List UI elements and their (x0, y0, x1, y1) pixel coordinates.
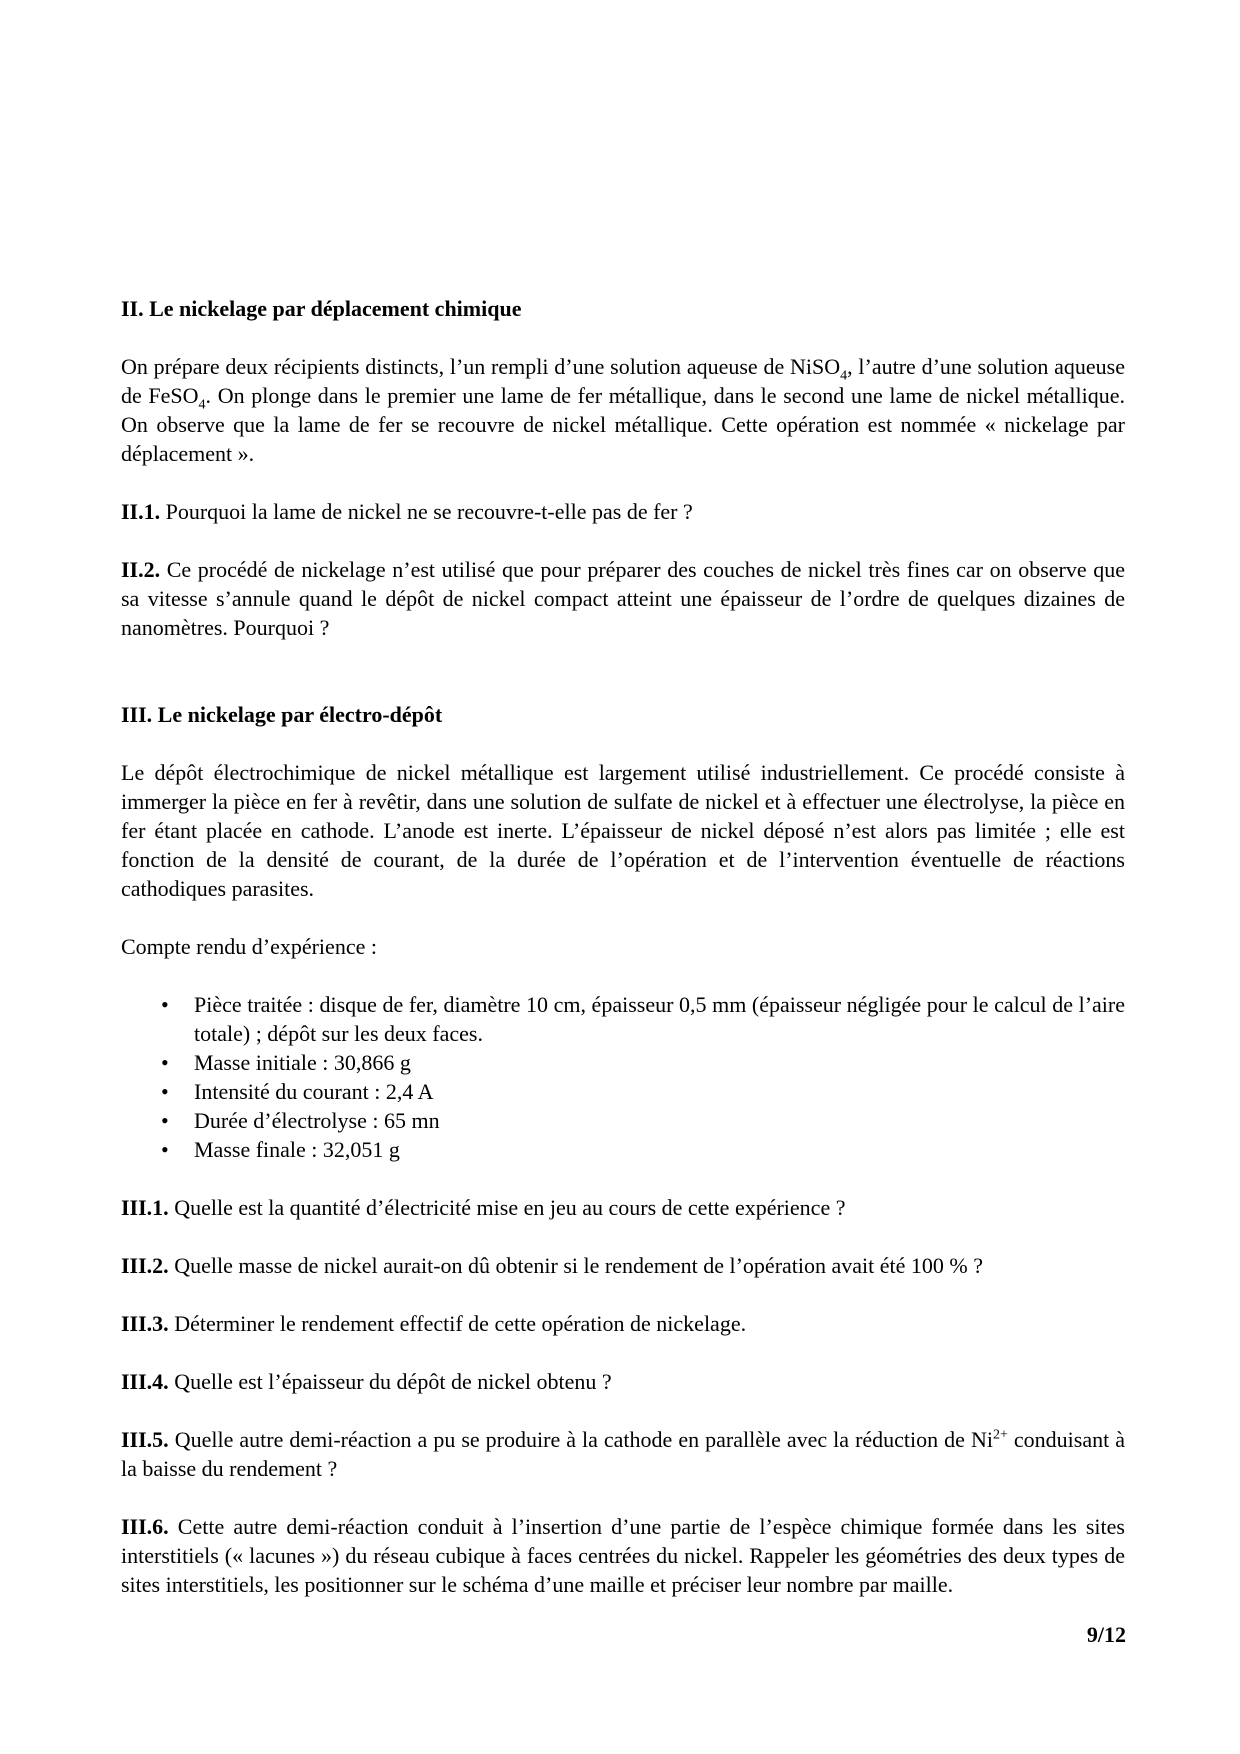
bullet: • (161, 1079, 169, 1104)
report-heading: Compte rendu d’expérience : (121, 934, 377, 959)
section-3-title: III. Le nickelage par électro-dépôt (121, 702, 443, 727)
question-label: III.3. (121, 1311, 169, 1336)
section-2-title: II. Le nickelage par déplacement chimique (121, 296, 522, 321)
list-item: • Durée d’électrolyse : 65 mn (161, 1108, 440, 1133)
bullet: • (161, 1050, 169, 1075)
question-label: II.1. (121, 499, 161, 524)
bullet: • (161, 992, 169, 1017)
question-label: III.2. (121, 1253, 169, 1278)
report-list (121, 990, 1125, 1164)
page-number: 9/12 (1086, 1622, 1126, 1647)
bullet: • (161, 1137, 169, 1162)
list-item: • Intensité du courant : 2,4 A (161, 1079, 434, 1104)
page-content (121, 294, 1125, 1599)
list-item: • Pièce traitée : disque de fer, diamètre 10 cm, épaisseur 0,5 mm (épaisseur négligée pour le calcul de l’aire totale) ; dépôt sur les deux faces. (161, 992, 1125, 1046)
list-item: • Masse initiale : 30,866 g (161, 1050, 411, 1075)
question-III-2: III.2. Quelle masse de nickel aurait-on dû obtenir si le rendement de l’opération avait été 100 % ? (121, 1253, 983, 1278)
question-III-4: III.4. Quelle est l’épaisseur du dépôt de nickel obtenu ? (121, 1369, 612, 1394)
list-item: • Masse finale : 32,051 g (161, 1137, 400, 1162)
question-II-1: II.1. Pourquoi la lame de nickel ne se recouvre-t-elle pas de fer ? (121, 499, 693, 524)
section-2-intro: On prépare deux récipients distincts, l’un rempli d’une solution aqueuse de NiSO$_4$, l’autre d’une solution aqueuse de FeSO$_4$. On plonge dans le premier une lame de fer métallique, dans le second une lame de nickel métallique. On observe que la lame de fer se recouvre de nickel métallique. Cette opération est nommée « nickelage par déplacement ». (121, 354, 1125, 466)
question-III-5: III.5. Quelle autre demi-réaction a pu se produire à la cathode en parallèle avec la réduction de $Ni^{2+}$ conduisant à la baisse du rendement ? (121, 1427, 1125, 1481)
question-label: II.2. (121, 557, 161, 582)
section-3-intro: Le dépôt électrochimique de nickel métallique est largement utilisé industriellement. Ce procédé consiste à immerger la pièce en fer à revêtir, dans une solution de sulfate de nickel et à effectuer une électrolyse, la pièce en fer étant placée en cathode. L’anode est inerte. L’épaisseur de nickel déposé n’est alors pas limitée ; elle est fonction de la densité de courant, de la durée de l’opération et de l’intervention éventuelle de réactions cathodiques parasites. (121, 760, 1125, 901)
question-III-1: III.1. Quelle est la quantité d’électricité mise en jeu au cours de cette expérience ? (121, 1195, 846, 1220)
question-label: III.5. (121, 1427, 169, 1452)
question-III-3: III.3. Déterminer le rendement effectif de cette opération de nickelage. (121, 1311, 747, 1336)
question-label: III.4. (121, 1369, 169, 1394)
question-III-6: III.6. Cette autre demi-réaction conduit à l’insertion d’une partie de l’espèce chimique formée dans les sites interstitiels (« lacunes ») du réseau cubique à faces centrées du nickel. Rappeler les géométries des deux types de sites interstitiels, les positionner sur le schéma d’une maille et préciser leur nombre par maille. (121, 1514, 1125, 1597)
question-label: III.6. (121, 1514, 169, 1539)
question-label: III.1. (121, 1195, 169, 1220)
question-II-2: II.2. Ce procédé de nickelage n’est utilisé que pour préparer des couches de nickel très fines car on observe que sa vitesse s’annule quand le dépôt de nickel compact atteint une épaisseur de l’ordre de quelques dizaines de nanomètres. Pourquoi ? (121, 557, 1125, 640)
bullet: • (161, 1108, 169, 1133)
